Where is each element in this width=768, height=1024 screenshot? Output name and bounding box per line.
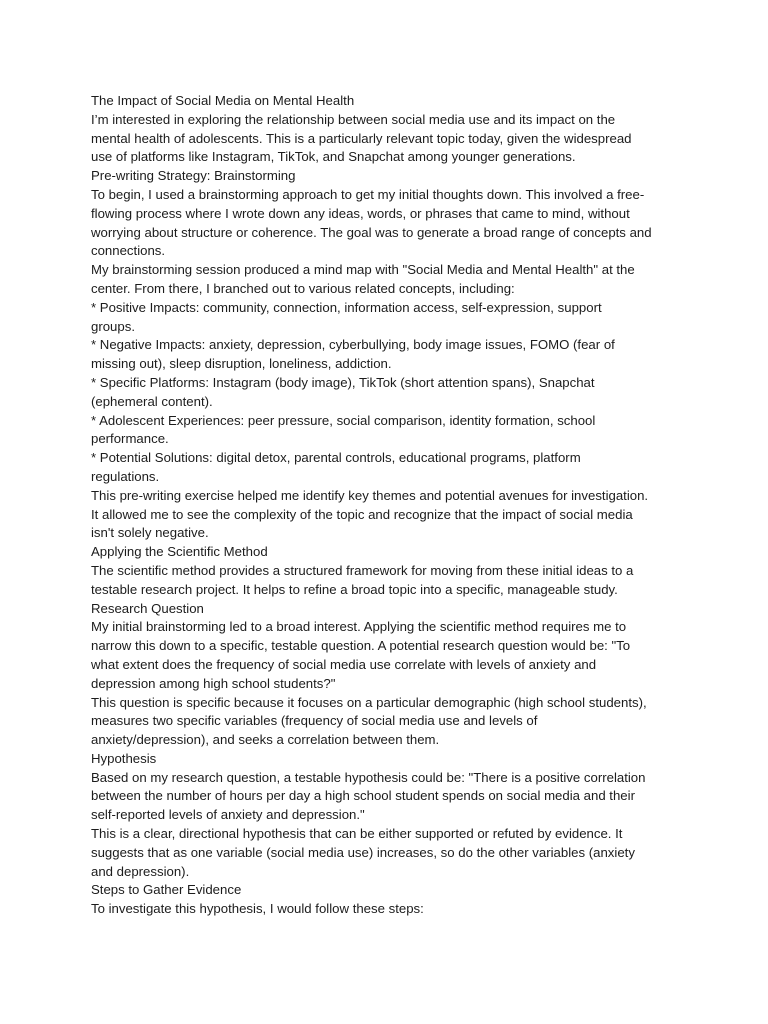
text-line: To investigate this hypothesis, I would follow these steps:: [91, 901, 424, 917]
text-line: Based on my research question, a testable hypothesis could be: "There is a positive correlation: [91, 769, 646, 785]
text-line: worrying about structure or coherence. The goal was to generate a broad range of concepts and: [91, 224, 652, 240]
document-title: The Impact of Social Media on Mental Health: [91, 93, 355, 108]
text-line: use of platforms like Instagram, TikTok, and Snapchat among younger generations.: [91, 149, 576, 165]
text-line: My brainstorming session produced a mind map with "Social Media and Mental Health" at the: [91, 262, 635, 278]
text-line: self-reported levels of anxiety and depression.": [91, 807, 365, 823]
bullet-line: regulations.: [91, 468, 160, 484]
bullet-line: * Positive Impacts: community, connection, information access, self-expression, support: [91, 299, 602, 315]
text-line: This question is specific because it focuses on a particular demographic (high school students),: [91, 694, 647, 710]
bullet-line: missing out), sleep disruption, loneliness, addiction.: [91, 356, 392, 372]
section-heading: Research Question: [91, 600, 204, 616]
text-line: To begin, I used a brainstorming approach to get my initial thoughts down. This involved a free-: [91, 186, 645, 202]
bullet-line: * Negative Impacts: anxiety, depression, cyberbullying, body image issues, FOMO (fear of: [91, 337, 615, 353]
text-line: suggests that as one variable (social media use) increases, so do the other variables (anxiety: [91, 844, 635, 860]
bullet-line: * Specific Platforms: Instagram (body image), TikTok (short attention spans), Snapchat: [91, 374, 595, 390]
text-line: This is a clear, directional hypothesis that can be either supported or refuted by evidence. It: [91, 826, 623, 842]
text-line: anxiety/depression), and seeks a correlation between them.: [91, 732, 440, 748]
text-line: I’m interested in exploring the relationship between social media use and its impact on the: [91, 111, 616, 127]
bullet-line: performance.: [91, 431, 169, 447]
bullet-line: * Potential Solutions: digital detox, parental controls, educational programs, platform: [91, 450, 581, 466]
section-heading: Steps to Gather Evidence: [91, 882, 242, 898]
document-page: [91, 92, 691, 919]
bullet-line: groups.: [91, 318, 135, 334]
bullet-line: * Adolescent Experiences: peer pressure, social comparison, identity formation, school: [91, 412, 596, 428]
text-line: depression among high school students?": [91, 675, 336, 691]
section-heading: Pre-writing Strategy: Brainstorming: [91, 168, 296, 184]
text-line: My initial brainstorming led to a broad interest. Applying the scientific method requires me to: [91, 619, 627, 635]
text-line: testable research project. It helps to refine a broad topic into a specific, manageable study.: [91, 581, 618, 597]
text-line: center. From there, I branched out to various related concepts, including:: [91, 280, 515, 296]
text-line: This pre-writing exercise helped me identify key themes and potential avenues for investigation.: [91, 487, 649, 503]
text-line: flowing process where I wrote down any ideas, words, or phrases that came to mind, without: [91, 205, 630, 221]
section-heading: Hypothesis: [91, 750, 157, 766]
text-line: what extent does the frequency of social media use correlate with levels of anxiety and: [91, 656, 597, 672]
text-line: measures two specific variables (frequency of social media use and levels of: [91, 713, 538, 729]
text-line: and depression).: [91, 863, 190, 879]
text-line: isn't solely negative.: [91, 525, 209, 541]
bullet-line: (ephemeral content).: [91, 393, 213, 409]
text-line: between the number of hours per day a high school student spends on social media and their: [91, 788, 635, 804]
text-line: The scientific method provides a structured framework for moving from these initial ideas to a: [91, 562, 634, 578]
text-line: mental health of adolescents. This is a particularly relevant topic today, given the widespread: [91, 130, 632, 146]
text-line: It allowed me to see the complexity of the topic and recognize that the impact of social media: [91, 506, 633, 522]
section-heading: Applying the Scientific Method: [91, 544, 268, 560]
text-line: connections.: [91, 243, 166, 259]
text-line: narrow this down to a specific, testable question. A potential research question would be: "To: [91, 638, 631, 654]
